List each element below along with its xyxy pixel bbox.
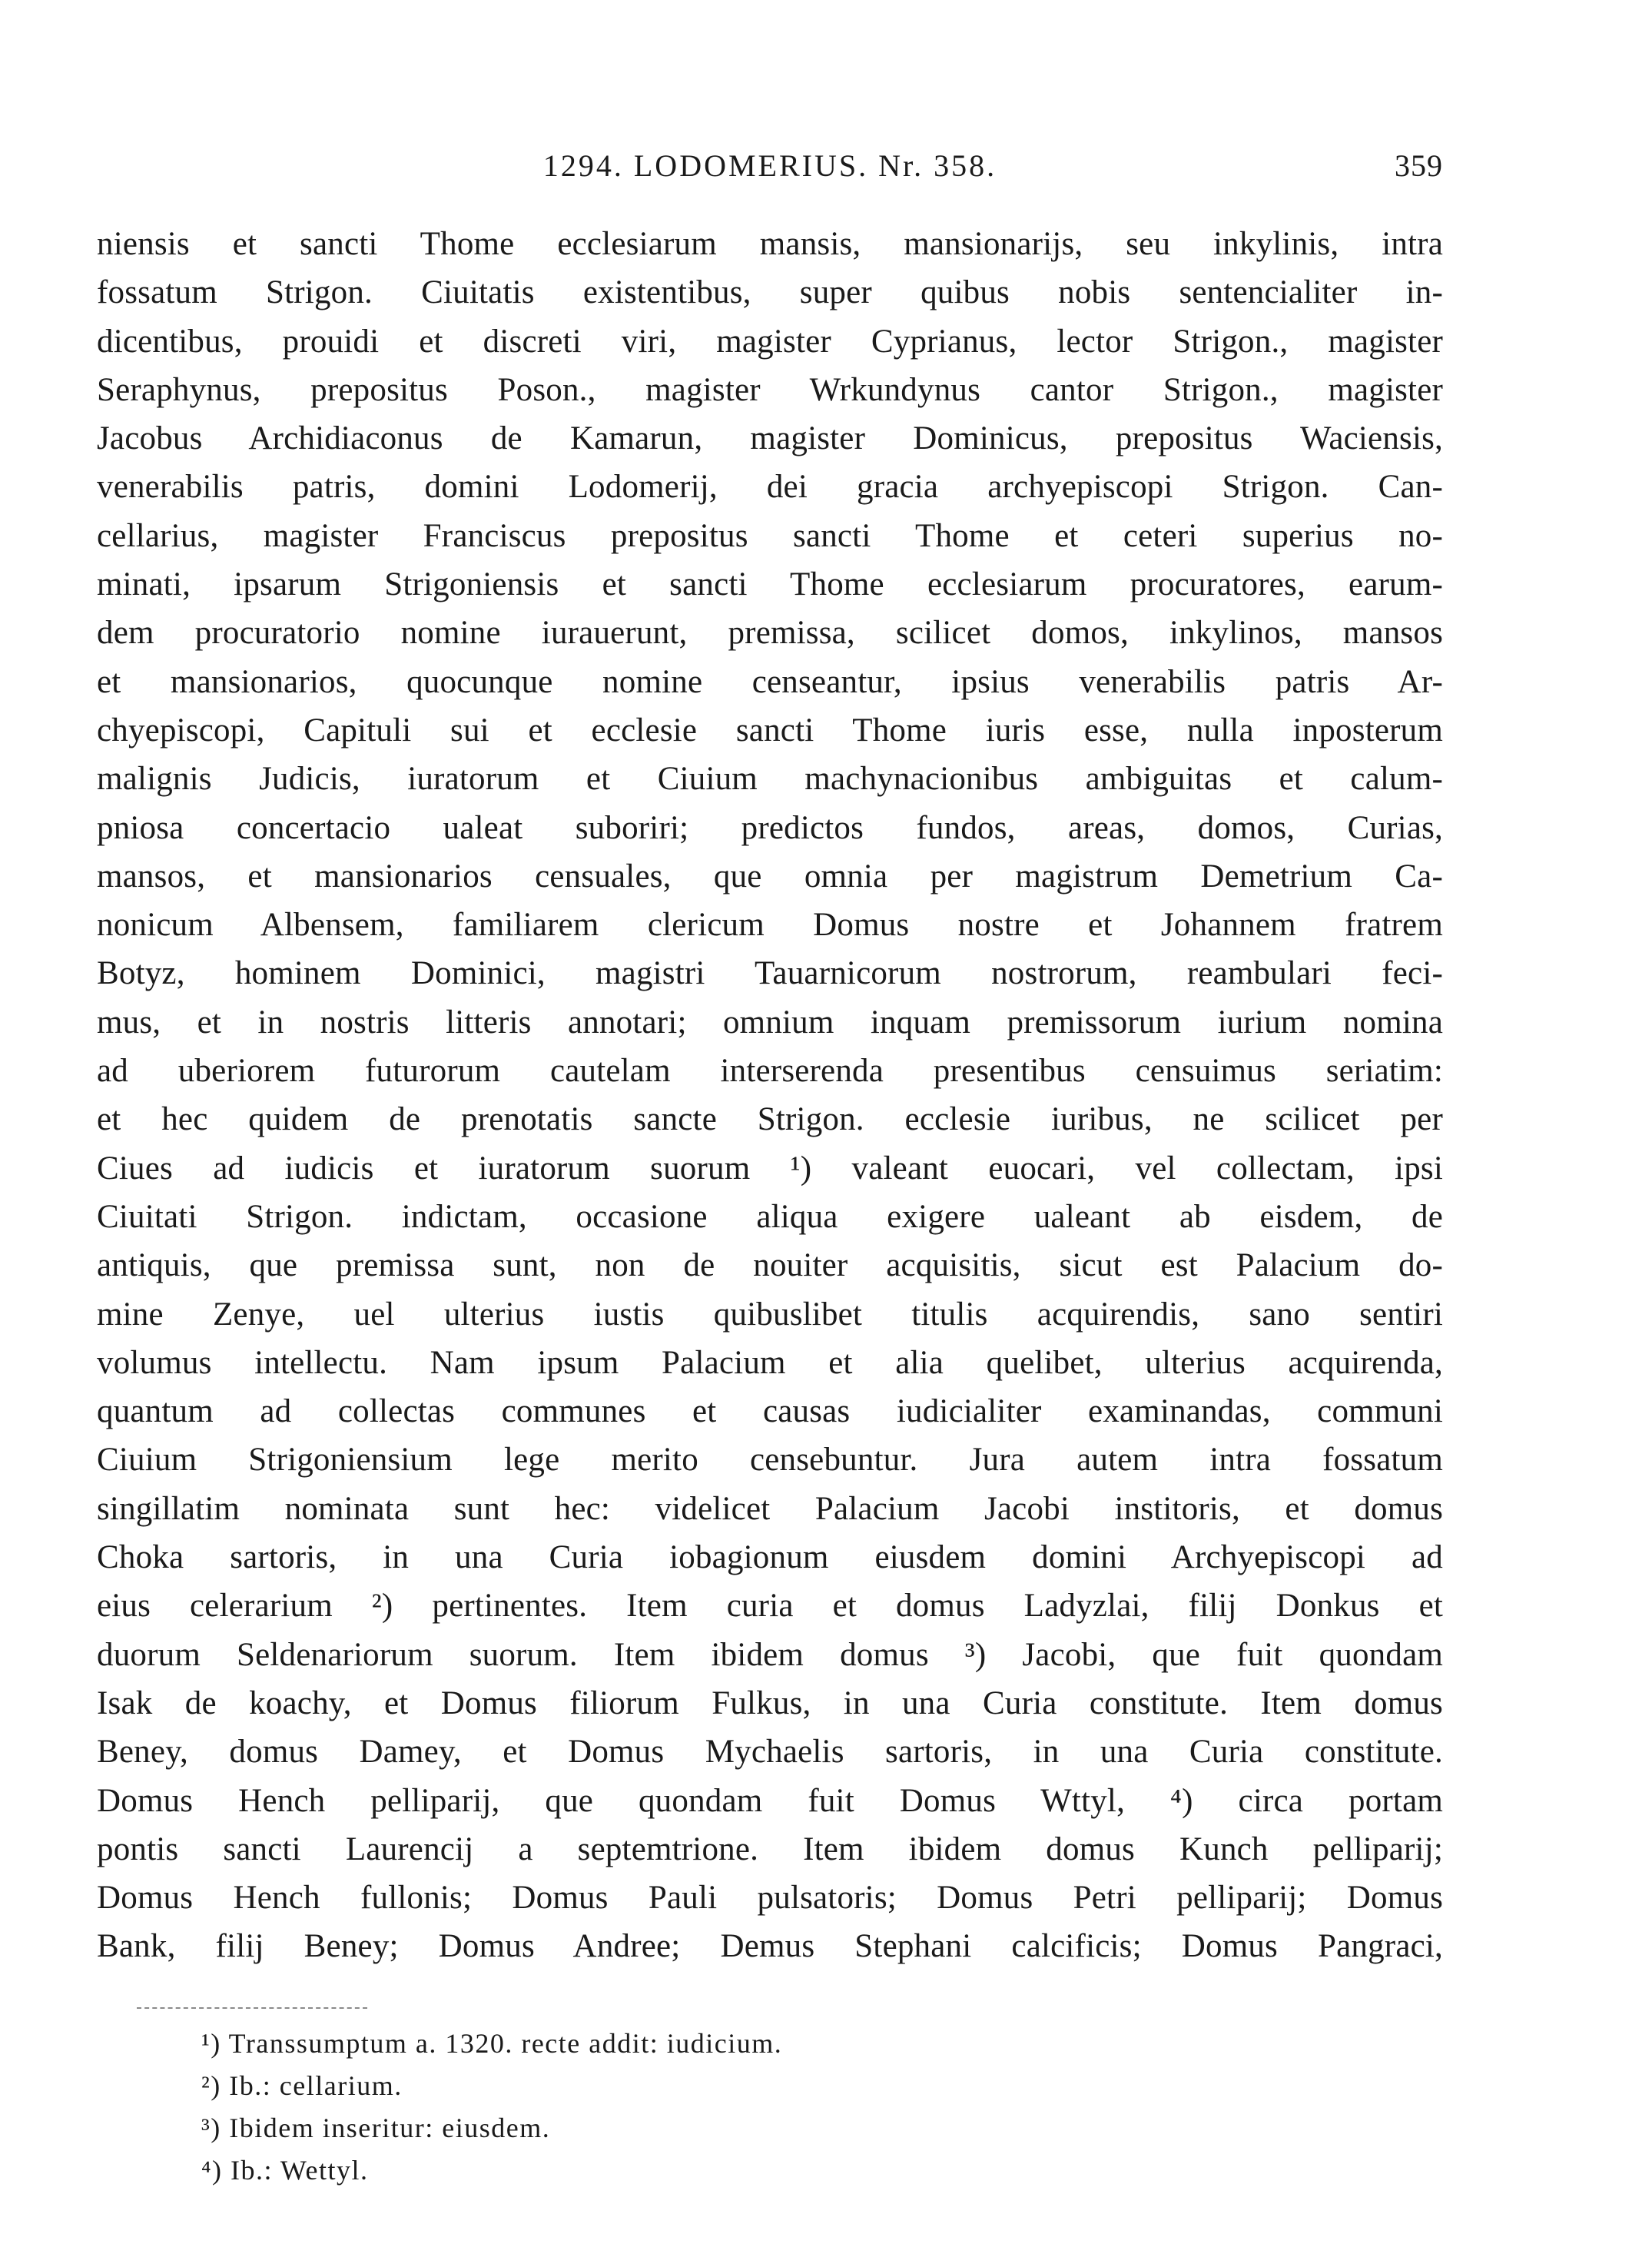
text-line: volumus intellectu. Nam ipsum Palacium et alia quelibet, ulterius acquirenda, — [97, 1344, 1443, 1381]
text-line: et hec quidem de prenotatis sancte Strigon. ecclesie iuribus, ne scilicet per — [97, 1101, 1443, 1138]
text-line: Jacobus Archidiaconus de Kamarun, magister Dominicus, prepositus Waciensis, — [97, 420, 1443, 457]
footnote — [201, 2065, 1277, 2107]
footnote — [201, 2149, 1277, 2192]
footnote — [201, 2107, 1277, 2149]
text-line: Beney, domus Damey, et Domus Mychaelis sartoris, in una Curia constitute. — [97, 1734, 1443, 1771]
footnote-text: Ib.: cellarium. — [229, 2070, 403, 2101]
running-head — [97, 143, 1443, 189]
text-line: pniosa concertacio ualeat suboriri; predictos fundos, areas, domos, Curias, — [97, 809, 1443, 846]
text-line: cellarius, magister Franciscus prepositus sancti Thome et ceteri superius no- — [97, 517, 1443, 554]
text-line: malignis Judicis, iuratorum et Ciuium machynacionibus ambiguitas et calum- — [97, 761, 1443, 798]
footnote-text: Transsumptum a. 1320. recte addit: iudicium. — [228, 2028, 783, 2059]
text-line: Ciuium Strigoniensium lege merito censebuntur. Jura autem intra fossatum — [97, 1442, 1443, 1479]
text-line: pontis sancti Laurencij a septemtrione. Item ibidem domus Kunch pelliparij; — [97, 1831, 1443, 1867]
footnote-mark: ²) — [201, 2070, 221, 2101]
text-line: nonicum Albensem, familiarem clericum Domus nostre et Johannem fratrem — [97, 907, 1443, 944]
footnote-divider — [137, 2007, 367, 2009]
text-line: Choka sartoris, in una Curia iobagionum eiusdem domini Archyepiscopi ad — [97, 1539, 1443, 1576]
text-line: mus, et in nostris litteris annotari; omnium inquam premissorum iurium nomina — [97, 1004, 1443, 1041]
text-line: eius celerarium ²) pertinentes. Item curia et domus Ladyzlai, filij Donkus et — [97, 1588, 1443, 1625]
text-line: ad uberiorem futurorum cautelam interserenda presentibus censuimus seriatim: — [97, 1053, 1443, 1090]
text-line: quantum ad collectas communes et causas iudicialiter examinandas, communi — [97, 1393, 1443, 1430]
text-line: Ciues ad iudicis et iuratorum suorum ¹) valeant euocari, vel collectam, ipsi — [97, 1150, 1443, 1187]
text-line: mine Zenye, uel ulterius iustis quibuslibet titulis acquirendis, sano sentiri — [97, 1296, 1443, 1333]
footnote-mark: ¹) — [201, 2028, 221, 2059]
footnote-text: Ibidem inseritur: eiusdem. — [229, 2113, 551, 2143]
text-line: Domus Hench fullonis; Domus Pauli pulsatoris; Domus Petri pelliparij; Domus — [97, 1880, 1443, 1917]
text-line: dem procuratorio nomine iurauerunt, premissa, scilicet domos, inkylinos, mansos — [97, 615, 1443, 652]
body-text — [97, 220, 1443, 1971]
text-line: fossatum Strigon. Ciuitatis existentibus, super quibus nobis sentencialiter in- — [97, 274, 1443, 311]
footnotes — [201, 2023, 1277, 2192]
text-line: niensis et sancti Thome ecclesiarum mansis, mansionarijs, seu inkylinis, intra — [97, 226, 1443, 262]
text-line: Seraphynus, prepositus Poson., magister Wrkundynus cantor Strigon., magister — [97, 371, 1443, 408]
text-line: minati, ipsarum Strigoniensis et sancti Thome ecclesiarum procuratores, earum- — [97, 566, 1443, 603]
text-line: mansos, et mansionarios censuales, que omnia per magistrum Demetrium Ca- — [97, 858, 1443, 895]
footnote-mark: ⁴) — [201, 2155, 223, 2186]
footnote-mark: ³) — [201, 2113, 221, 2143]
footnote-text: Ib.: Wettyl. — [231, 2155, 369, 2186]
text-line: chyepiscopi, Capituli sui et ecclesie sancti Thome iuris esse, nulla inposterum — [97, 712, 1443, 748]
text-line: singillatim nominata sunt hec: videlicet Palacium Jacobi institoris, et domus — [97, 1490, 1443, 1527]
text-line: et mansionarios, quocunque nomine censeantur, ipsius venerabilis patris Ar- — [97, 663, 1443, 700]
text-line: Domus Hench pelliparij, que quondam fuit Domus Wttyl, ⁴) circa portam — [97, 1782, 1443, 1819]
footnote — [201, 2023, 1277, 2065]
text-line: Isak de koachy, et Domus filiorum Fulkus, in una Curia constitute. Item domus — [97, 1684, 1443, 1721]
text-line: Ciuitati Strigon. indictam, occasione aliqua exigere ualeant ab eisdem, de — [97, 1198, 1443, 1235]
page-number: 359 — [1395, 148, 1443, 183]
text-line: dicentibus, prouidi et discreti viri, magister Cyprianus, lector Strigon., magister — [97, 323, 1443, 360]
running-title: 1294. LODOMERIUS. Nr. 358. — [542, 148, 997, 183]
text-line: duorum Seldenariorum suorum. Item ibidem domus ³) Jacobi, que fuit quondam — [97, 1636, 1443, 1673]
text-line: antiquis, que premissa sunt, non de nouiter acquisitis, sicut est Palacium do- — [97, 1247, 1443, 1284]
text-line: Botyz, hominem Dominici, magistri Tauarnicorum nostrorum, reambulari feci- — [97, 955, 1443, 992]
text-line: Bank, filij Beney; Domus Andree; Demus Stephani calcificis; Domus Pangraci, — [97, 1928, 1443, 1965]
text-line: venerabilis patris, domini Lodomerij, dei gracia archyepiscopi Strigon. Can- — [97, 469, 1443, 506]
